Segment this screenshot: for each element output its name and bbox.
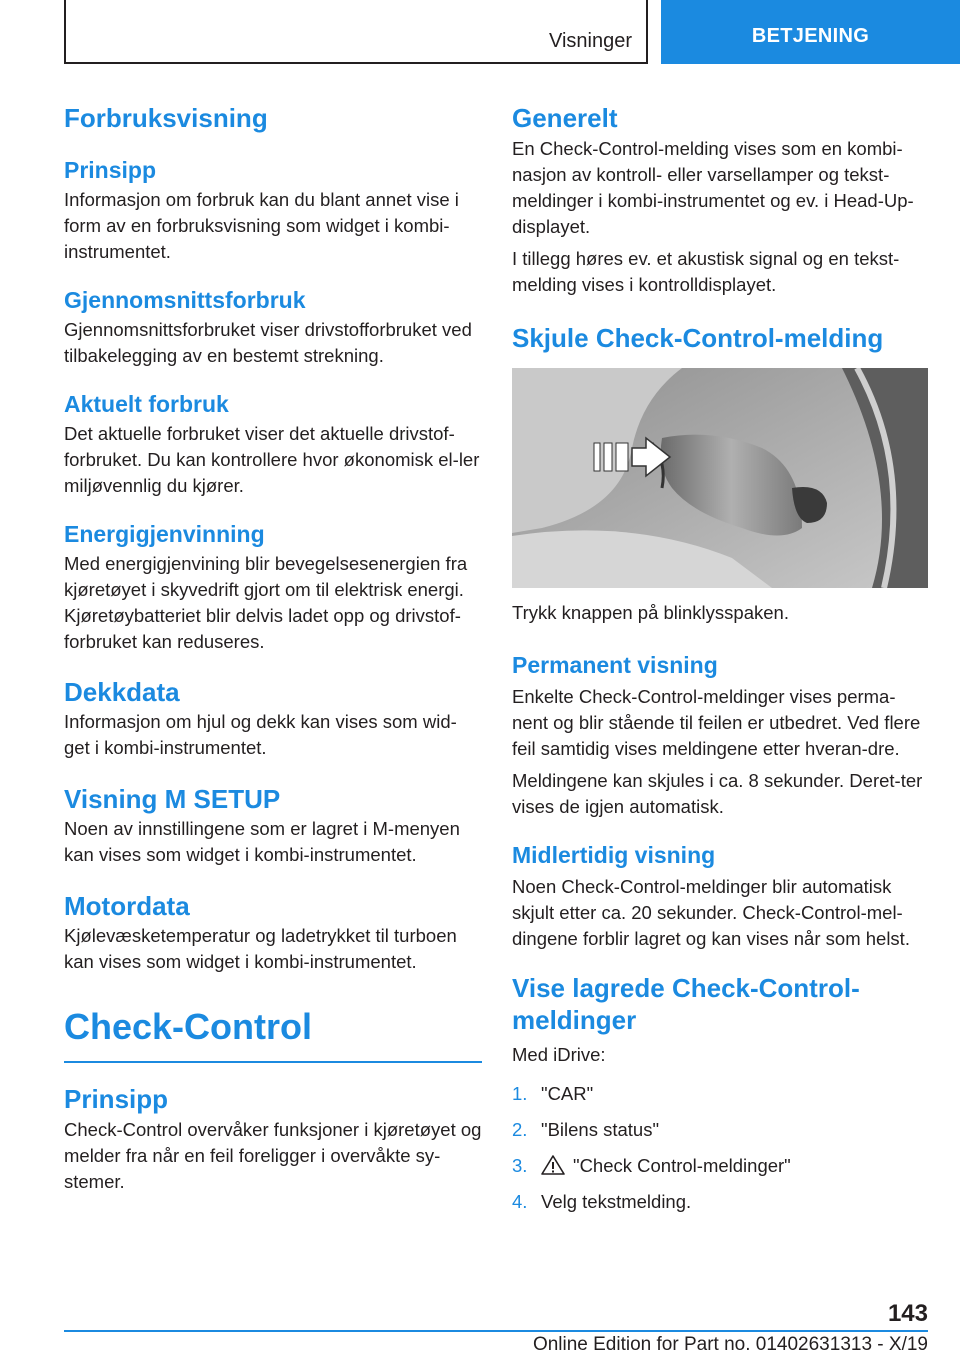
text-generelt-2: I tillegg høres ev. et akustisk signal og en tekst-melding vises i kontrolldisplayet. bbox=[512, 248, 900, 295]
text-permanent-2: Meldingene kan skjules i ca. 8 sekunder. Deret-ter vises de igjen automatisk. bbox=[512, 770, 923, 817]
text-gjennomsnittsforbruk: Gjennomsnittsforbruket viser drivstofforbruket ved tilbakelegging av en bestemt strekning. bbox=[64, 319, 472, 366]
heading-forbruksvisning: Forbruksvisning bbox=[64, 103, 268, 133]
text-energigjenvinning: Med energigjenvining blir bevegelsesenergien fra kjøretøyet i skyvedrift gjort om til elektrisk energi. Kjøretøybatteriet blir delvis ladet opp og drivstof-forbruket kan reduseres. bbox=[64, 553, 468, 652]
text-prinsipp: Informasjon om forbruk kan du blant annet vise i form av en forbruksvisning som widget i kombi-instrumentet. bbox=[64, 189, 459, 262]
footer-edition-text: Online Edition for Part no. 01402631313 - X/19 bbox=[532, 1334, 928, 1355]
step-number: 3. bbox=[512, 1155, 528, 1176]
warning-triangle-icon bbox=[541, 1155, 565, 1175]
heading-dekkdata: Dekkdata bbox=[64, 677, 180, 707]
turn-signal-lever-illustration bbox=[512, 368, 928, 588]
heading-motordata: Motordata bbox=[64, 891, 190, 921]
idrive-steps-list bbox=[512, 1082, 930, 1214]
text-aktuelt-forbruk: Det aktuelle forbruket viser det aktuelle drivstof-forbruket. Du kan kontrollere hvor økonomisk el-ler miljøvennlig du kjører. bbox=[64, 423, 480, 496]
text-visning-m-setup: Noen av innstillingene som er lagret i M-menyen kan vises som widget i kombi-instrumentet. bbox=[64, 818, 460, 865]
header-section-title: Visninger bbox=[548, 30, 632, 52]
image-caption: Trykk knappen på blinklysspaken. bbox=[512, 602, 789, 623]
list-item bbox=[512, 1118, 930, 1142]
heading-skjule-check-control: Skjule Check-Control-melding bbox=[512, 323, 884, 353]
text-generelt-1: En Check-Control-melding vises som en kombi-nasjon av kontroll- eller varsellamper og tekst-meldinger i kombi-instrumentet og ev. i Head-Up-displayet. bbox=[512, 138, 914, 237]
heading-midlertidig-visning: Midlertidig visning bbox=[512, 842, 716, 868]
heading-check-prinsipp: Prinsipp bbox=[64, 1084, 169, 1114]
step-number: 1. bbox=[512, 1083, 528, 1104]
header-frame bbox=[64, 0, 648, 64]
list-item bbox=[512, 1154, 930, 1178]
heading-check-control: Check-Control bbox=[64, 1005, 482, 1063]
heading-visning-m-setup: Visning M SETUP bbox=[64, 784, 281, 814]
right-column bbox=[512, 96, 930, 1226]
step-number: 4. bbox=[512, 1191, 528, 1212]
step-text: "Bilens status" bbox=[541, 1119, 660, 1140]
step-text: "CAR" bbox=[541, 1083, 594, 1104]
list-item bbox=[512, 1190, 930, 1214]
heading-generelt: Generelt bbox=[512, 103, 618, 133]
lever-drawing bbox=[512, 368, 928, 588]
list-item bbox=[512, 1082, 930, 1106]
step-text: Velg tekstmelding. bbox=[541, 1191, 692, 1212]
text-midlertidig: Noen Check-Control-meldinger blir automatisk skjult etter ca. 20 sekunder. Check-Control-mel-dingene forblir lagret og kan vises når som helst. bbox=[512, 876, 910, 949]
heading-vise-lagrede: Vise lagrede Check-Control-meldinger bbox=[512, 973, 860, 1035]
heading-aktuelt-forbruk: Aktuelt forbruk bbox=[64, 391, 229, 417]
step-number: 2. bbox=[512, 1119, 528, 1140]
step-text: "Check Control-meldinger" bbox=[573, 1155, 791, 1176]
text-permanent-1: Enkelte Check-Control-meldinger vises perma-nent og blir stående til feilen er utbedret. Ved flere feil samtidig vises meldingene etter hveran-dre. bbox=[512, 686, 921, 759]
page-number: 143 bbox=[887, 1300, 928, 1327]
heading-prinsipp: Prinsipp bbox=[64, 157, 157, 183]
header-chapter-tab: BETJENING bbox=[661, 0, 960, 64]
heading-permanent-visning: Permanent visning bbox=[512, 652, 718, 678]
heading-energigjenvinning: Energigjenvinning bbox=[64, 521, 265, 547]
left-column bbox=[64, 96, 482, 1195]
text-med-idrive: Med iDrive: bbox=[512, 1044, 606, 1065]
text-dekkdata: Informasjon om hjul og dekk kan vises som wid-get i kombi-instrumentet. bbox=[64, 711, 457, 758]
text-motordata: Kjølevæsketemperatur og ladetrykket til turboen kan vises som widget i kombi-instrumentet. bbox=[64, 925, 457, 972]
text-check-prinsipp: Check-Control overvåker funksjoner i kjøretøyet og melder fra når en feil foreligger i overvåkte sy-stemer. bbox=[64, 1119, 482, 1192]
footer-divider bbox=[64, 1330, 928, 1332]
heading-gjennomsnittsforbruk: Gjennomsnittsforbruk bbox=[64, 287, 306, 313]
